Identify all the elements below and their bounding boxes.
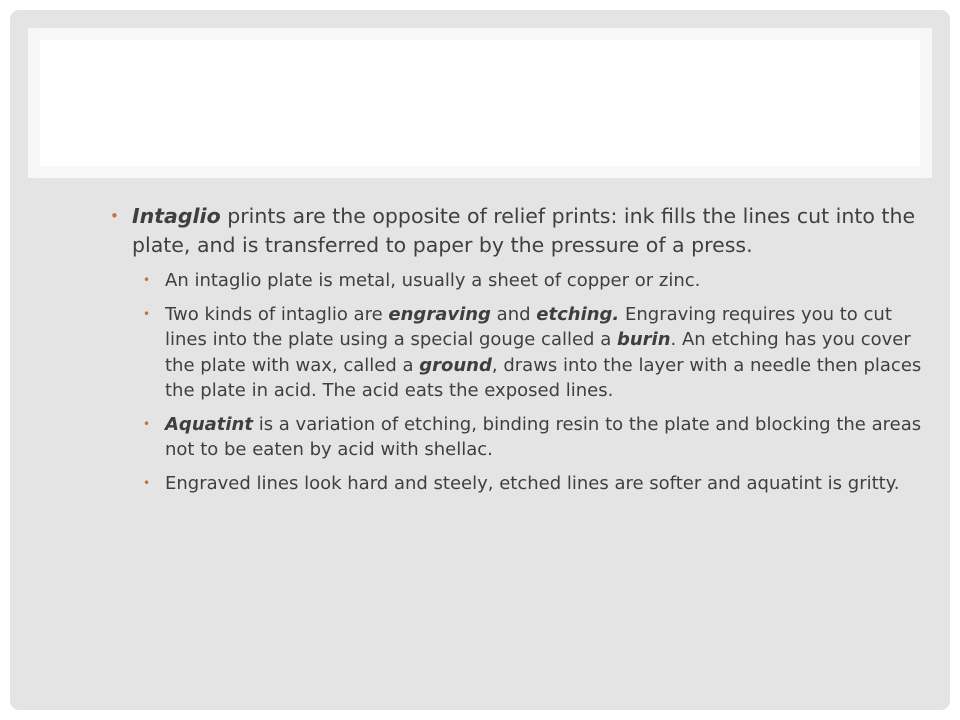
bullet-dot-icon: • xyxy=(110,207,119,225)
bullet-text: is a variation of etching, binding resin to the plate and blocking the areas not to be eaten by acid with shellac. xyxy=(165,413,922,460)
slide-content xyxy=(106,190,926,496)
bullet-text: Engraving requires you to cut lines into the plate using a special gouge called a xyxy=(165,303,892,350)
term-etching: etching. xyxy=(536,303,620,325)
bullet-line-qualities xyxy=(106,471,926,497)
term-aquatint: Aquatint xyxy=(165,413,253,435)
term-intaglio: Intaglio xyxy=(132,204,221,228)
bullet-text: prints are the opposite of relief prints: ink fills the lines cut into the plate, and is transferred to paper by the pressure of a press. xyxy=(132,204,916,257)
term-burin: burin xyxy=(616,329,671,350)
bullet-text: An intaglio plate is metal, usually a sheet of copper or zinc. xyxy=(165,270,701,291)
bullet-dot-icon: • xyxy=(143,306,151,321)
bullet-text: , draws into the layer with a needle then places the plate in acid. The acid eats the exposed lines. xyxy=(165,354,922,401)
bullet-text: and xyxy=(490,303,537,325)
bullet-text: Engraved lines look hard and steely, etched lines are softer and aquatint is gritty. xyxy=(165,472,900,494)
bullet-text: Two kinds of intaglio are xyxy=(165,303,389,325)
bullet-plate-metal xyxy=(106,268,926,294)
title-placeholder xyxy=(28,28,932,178)
bullet-dot-icon: • xyxy=(143,416,151,431)
term-ground: ground xyxy=(419,354,492,376)
bullet-kinds-of-intaglio xyxy=(106,302,926,404)
bullet-dot-icon: • xyxy=(143,273,151,287)
slide-title xyxy=(40,40,920,166)
bullet-dot-icon: • xyxy=(143,475,151,490)
bullet-aquatint xyxy=(106,412,926,463)
bullet-text: . An etching has you cover the plate with wax, called a xyxy=(165,329,911,376)
term-engraving: engraving xyxy=(388,303,491,325)
bullet-intaglio xyxy=(106,202,926,260)
slide xyxy=(10,10,950,710)
